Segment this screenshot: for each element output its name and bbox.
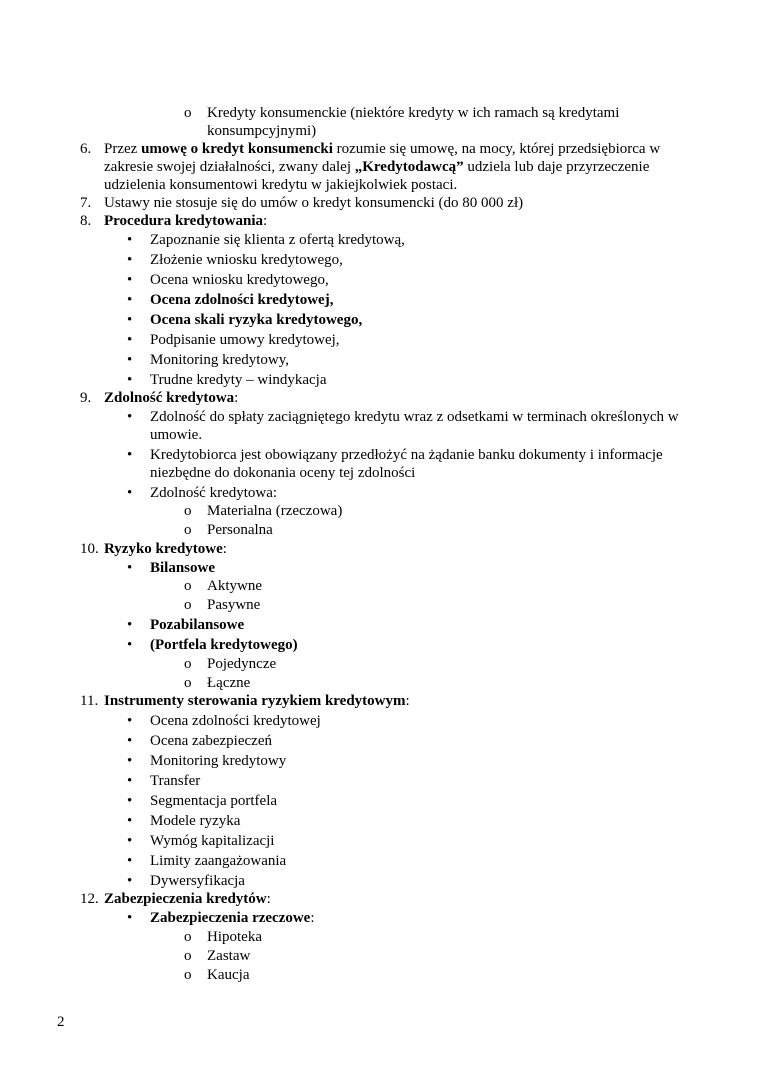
list-item-text: Monitoring kredytowy,	[150, 352, 290, 368]
item-text: Ustawy nie stosuje się do umów o kredyt konsumencki (do 80 000 zł)	[104, 195, 524, 211]
bullet-icon: •	[127, 560, 133, 576]
page-number: 2	[57, 1014, 65, 1030]
group-label: Pozabilansowe	[150, 617, 245, 633]
circle-bullet-icon: o	[184, 948, 192, 964]
list-item-text: Ocena zdolności kredytowej	[150, 713, 321, 729]
bullet-icon: •	[127, 793, 133, 809]
list-item-text-bold: Ocena skali ryzyka kredytowego,	[150, 312, 363, 328]
sub-item-text: Hipoteka	[207, 929, 262, 945]
sub-item-text: Łączne	[207, 675, 251, 691]
item-number: 8.	[80, 213, 92, 229]
bullet-icon: •	[127, 733, 133, 749]
bullet-icon: •	[127, 637, 133, 653]
list-item-text: Zdolność kredytowa:	[150, 485, 278, 501]
item-text: udzielenia konsumentowi kredytu w jakiejkolwiek postaci.	[104, 177, 458, 193]
list-item-text: Złożenie wniosku kredytowego,	[150, 252, 343, 268]
item-text: zakresie swojej działalności, zwany dalej „Kredytodawcą” udziela lub daje przyrzeczenie	[104, 159, 650, 175]
list-item-text: konsumpcyjnymi)	[207, 123, 317, 139]
bullet-icon: •	[127, 312, 133, 328]
list-item-text: Kredytobiorca jest obowiązany przedłożyć na żądanie banku dokumenty i informacje	[150, 447, 663, 463]
item-heading: Ryzyko kredytowe:	[104, 541, 227, 557]
list-item-text: niezbędne do dokonania oceny tej zdolności	[150, 465, 416, 481]
circle-bullet-icon: o	[184, 105, 192, 121]
circle-bullet-icon: o	[184, 656, 192, 672]
circle-bullet-icon: o	[184, 578, 192, 594]
bullet-icon: •	[127, 813, 133, 829]
circle-bullet-icon: o	[184, 675, 192, 691]
list-item-text: Kredyty konsumenckie (niektóre kredyty w ich ramach są kredytami	[207, 105, 620, 121]
item-number: 12.	[80, 891, 99, 907]
list-item-text: Zdolność do spłaty zaciągniętego kredytu wraz z odsetkami w terminach określonych w	[150, 409, 679, 425]
bullet-icon: •	[127, 372, 133, 388]
sub-item-text: Aktywne	[207, 578, 262, 594]
item-number: 7.	[80, 195, 92, 211]
list-item-text: Limity zaangażowania	[150, 853, 287, 869]
list-item-text: Monitoring kredytowy	[150, 753, 287, 769]
circle-bullet-icon: o	[184, 967, 192, 983]
list-item-text: Dywersyfikacja	[150, 873, 245, 889]
bullet-icon: •	[127, 252, 133, 268]
item-number: 9.	[80, 390, 92, 406]
circle-bullet-icon: o	[184, 503, 192, 519]
group-label: (Portfela kredytowego)	[150, 637, 298, 653]
item-number: 6.	[80, 141, 92, 157]
list-item-text: umowie.	[150, 427, 203, 443]
bullet-icon: •	[127, 272, 133, 288]
circle-bullet-icon: o	[184, 929, 192, 945]
item-heading: Instrumenty sterowania ryzykiem kredytowym:	[104, 693, 410, 709]
bullet-icon: •	[127, 873, 133, 889]
bullet-icon: •	[127, 292, 133, 308]
item-text: Przez umowę o kredyt konsumencki rozumie się umowę, na mocy, której przedsiębiorca w	[104, 141, 661, 157]
bullet-icon: •	[127, 713, 133, 729]
bullet-icon: •	[127, 910, 133, 926]
item-heading: Procedura kredytowania:	[104, 213, 268, 229]
group-label: Bilansowe	[150, 560, 216, 576]
item-heading: Zdolność kredytowa:	[104, 390, 239, 406]
list-item-text: Modele ryzyka	[150, 813, 241, 829]
bullet-icon: •	[127, 853, 133, 869]
bullet-icon: •	[127, 833, 133, 849]
circle-bullet-icon: o	[184, 522, 192, 538]
list-item-text: Wymóg kapitalizacji	[150, 833, 275, 849]
item-number: 10.	[80, 541, 99, 557]
sub-item-text: Pasywne	[207, 597, 261, 613]
list-item-text: Podpisanie umowy kredytowej,	[150, 332, 340, 348]
list-item-text: Ocena wniosku kredytowego,	[150, 272, 329, 288]
circle-bullet-icon: o	[184, 597, 192, 613]
item-heading: Zabezpieczenia kredytów:	[104, 891, 271, 907]
bullet-icon: •	[127, 352, 133, 368]
bullet-icon: •	[127, 485, 133, 501]
bullet-icon: •	[127, 447, 133, 463]
list-item-text: Ocena zabezpieczeń	[150, 733, 272, 749]
bullet-icon: •	[127, 753, 133, 769]
group-label: Zabezpieczenia rzeczowe:	[150, 910, 315, 926]
bullet-icon: •	[127, 332, 133, 348]
sub-item-text: Materialna (rzeczowa)	[207, 503, 343, 519]
sub-item-text: Zastaw	[207, 948, 251, 964]
bullet-icon: •	[127, 232, 133, 248]
list-item-text: Zapoznanie się klienta z ofertą kredytową,	[150, 232, 405, 248]
list-item-text: Trudne kredyty – windykacja	[150, 372, 327, 388]
bullet-icon: •	[127, 409, 133, 425]
bullet-icon: •	[127, 617, 133, 633]
list-item-text: Segmentacja portfela	[150, 793, 278, 809]
item-number: 11.	[80, 693, 99, 709]
sub-item-text: Personalna	[207, 522, 273, 538]
list-item-text-bold: Ocena zdolności kredytowej,	[150, 292, 334, 308]
sub-item-text: Kaucja	[207, 967, 250, 983]
sub-item-text: Pojedyncze	[207, 656, 277, 672]
bullet-icon: •	[127, 773, 133, 789]
list-item-text: Transfer	[150, 773, 201, 789]
